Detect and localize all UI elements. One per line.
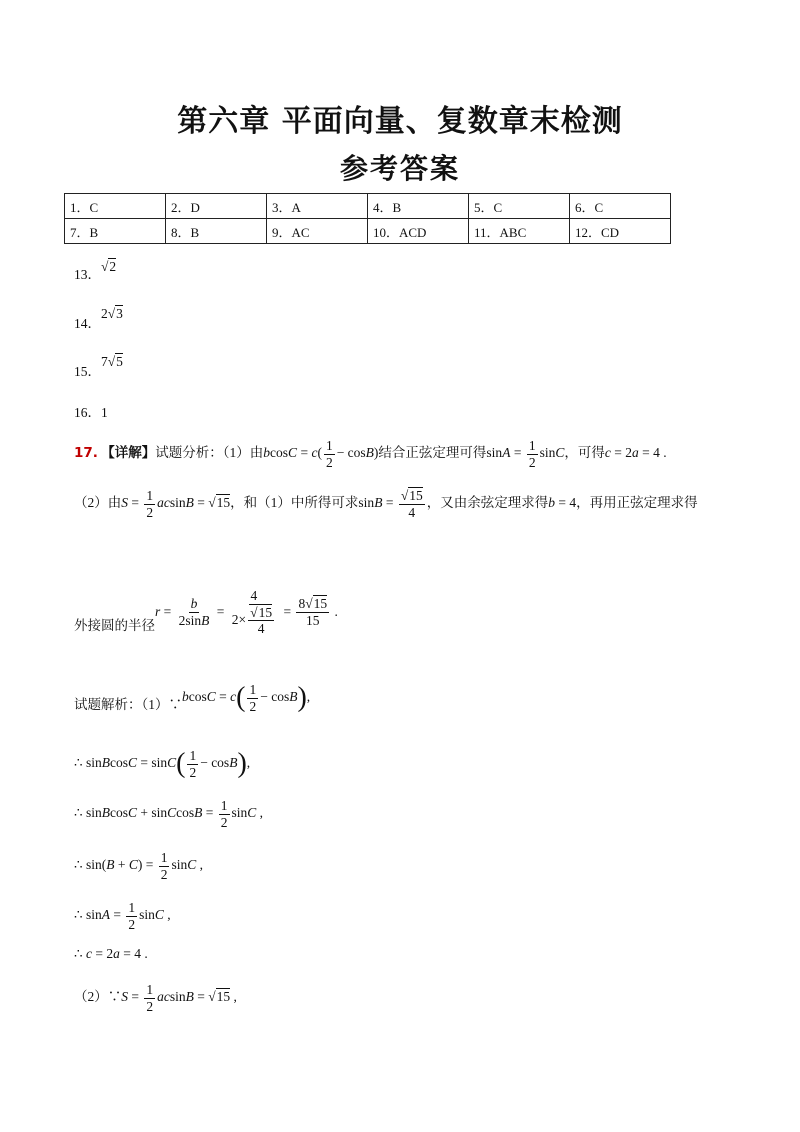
answer-cell: 2．D	[166, 194, 267, 219]
answer-15: 15．7√5	[74, 354, 123, 379]
answer-14: 14．2√3	[74, 306, 123, 331]
page-title: 第六章 平面向量、复数章末检测	[177, 104, 623, 139]
answer-table	[64, 193, 671, 244]
answer-cell: 10．ACD	[368, 219, 469, 244]
solution-line-5: ∴ sinA = $\frac{1}{2}$ sinC ,	[74, 900, 171, 932]
answer-cell: 9．AC	[267, 219, 368, 244]
solution-line-2: ∴ sinBcosC = sinC( $\frac{1}{2}$ − cosB),	[74, 748, 251, 780]
answer-16: 16．1	[74, 405, 108, 420]
answer-cell: 5．C	[469, 194, 570, 219]
solution-line-1: 试题解析：（1）∵bcosC = c( $\frac{1}{2}$ − cosB),	[74, 682, 311, 714]
solution-line-4: ∴ sin(B + C) = $\frac{1}{2}$ sinC ,	[74, 850, 203, 882]
answer-cell: 8．B	[166, 219, 267, 244]
answer-cell: 6．C	[570, 194, 671, 219]
answer-cell: 12．CD	[570, 219, 671, 244]
answer-cell: 11．ABC	[469, 219, 570, 244]
page-subtitle: 参考答案	[339, 152, 460, 185]
table-row	[65, 219, 671, 244]
answer-cell: 1．C	[65, 194, 166, 219]
solution-line-3: ∴ sinBcosC + sinCcosB = $\frac{1}{2}$ sinC ,	[74, 798, 264, 830]
circumradius-line: 外接圆的半径 r = $\frac{b}{2\sin B}$ = 4 2× $\frac{√15}{4}$ = $\frac{8√15}{15}$ .	[74, 588, 338, 637]
answer-13: 13．√2	[74, 259, 117, 282]
answer-cell: 4．B	[368, 194, 469, 219]
table-row	[65, 194, 671, 219]
answer-cell: 3．A	[267, 194, 368, 219]
solution-line-7: （2）∵S = $\frac{1}{2}$ acsinB = √15 ,	[74, 982, 237, 1014]
answer-cell: 7．B	[65, 219, 166, 244]
solution-line-6: ∴ c = 2a = 4 .	[74, 946, 148, 961]
answer-17-analysis: 17. 【详解】试题分析：（1）由bcosC = c( $\frac{1}{2}$ − cosB)结合正弦定理可得sinA = $\frac{1}{2}$ sinC，可得c = 2a = 4 .	[74, 438, 667, 470]
answer-17-part2: （2）由S = $\frac{1}{2}$ acsinB = √15，和（1）中所得可求sinB = $\frac{√15}{4}$ ，又由余弦定理求得b = 4，再用正弦定理求得	[74, 488, 698, 520]
